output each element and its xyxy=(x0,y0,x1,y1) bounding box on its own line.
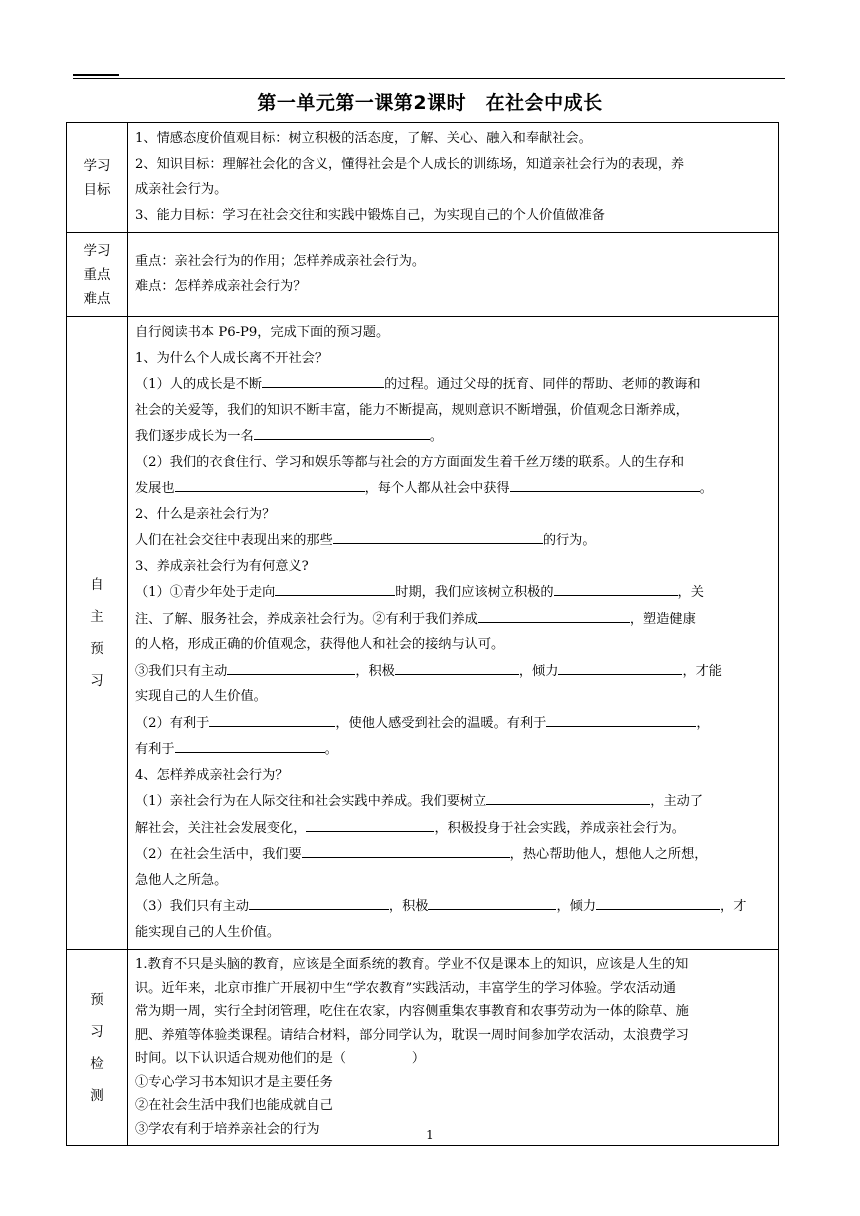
key-points-row xyxy=(67,233,779,317)
fill-blank[interactable] xyxy=(428,893,556,910)
question-1: 1、为什么个人成长离不开社会？ xyxy=(135,350,329,366)
answer-line: （1）亲社会行为在人际交往和社会实践中养成。我们要树立 ，主动了 xyxy=(135,788,772,815)
answer-line: ③我们只有主动 ，积极 ，倾力 ，才能 xyxy=(135,658,772,685)
fill-blank[interactable] xyxy=(510,475,700,492)
question-3: 3、养成亲社会行为有何意义? xyxy=(135,558,309,574)
fill-blank[interactable] xyxy=(275,579,395,596)
objectives-row xyxy=(67,123,779,233)
answer-line: 能实现自己的人生价值。 xyxy=(135,924,281,940)
fill-blank[interactable] xyxy=(249,893,389,910)
answer-line: （1）①青少年处于走向 时期，我们应该树立积极的 ，关 xyxy=(135,579,772,606)
key-points-content xyxy=(128,233,779,317)
option-line: ②在社会生活中我们也能成就自己 xyxy=(135,1098,333,1113)
answer-line: （3）我们只有主动 ，积极 ，倾力 ，才 xyxy=(135,893,772,920)
check-label: 预 习 检 测 xyxy=(67,950,128,1146)
answer-line: 社会的关爱等，我们的知识不断丰富，能力不断提高，规则意识不断增强，价值观念日渐养成， xyxy=(135,402,689,418)
check-row xyxy=(67,950,779,1146)
fill-blank[interactable] xyxy=(302,841,510,858)
lesson-table xyxy=(66,122,779,1146)
answer-line: 注、了解、服务社会，养成亲社会行为。②有利于我们养成 ，塑造健康 xyxy=(135,606,772,633)
fill-blank[interactable] xyxy=(558,658,682,675)
answer-line: （2）我们的衣食住行、学习和娱乐等都与社会的方方面面发生着千丝万缕的联系。人的生存和 xyxy=(135,454,685,470)
key-points-label: 学习 重点 难点 xyxy=(67,233,128,317)
answer-line: （2）在社会生活中，我们要 ，热心帮助他人，想他人之所想， xyxy=(135,841,772,868)
answer-line: 我们逐步成长为一名 。 xyxy=(135,423,772,450)
header-rule-short xyxy=(73,74,119,76)
check-line: 时间。以下认识适合规劝他们的是（ ） xyxy=(135,1051,426,1066)
preview-label: 自 主 预 习 xyxy=(67,317,128,950)
fill-blank[interactable] xyxy=(262,371,384,388)
option-line: ①专心学习书本知识才是主要任务 xyxy=(135,1074,333,1090)
answer-line: （2）有利于 ，使他人感受到社会的温暖。有利于 ， xyxy=(135,710,772,737)
objective-line: 2、知识目标：理解社会化的含义，懂得社会是个人成长的训练场，知道亲社会行为的表现，养 xyxy=(135,156,685,172)
page-number: 1 xyxy=(426,1128,434,1142)
objective-line: 成亲社会行为。 xyxy=(135,182,228,197)
check-line: 肥、养殖等体验类课程。请结合材料，部分同学认为，耽误一周时间参加学农活动，太浪费学习 xyxy=(135,1027,689,1043)
objective-line: 3、能力目标：学习在社会交往和实践中锻炼自己，为实现自己的个人价值做准备 xyxy=(135,207,605,223)
fill-blank[interactable] xyxy=(175,475,365,492)
answer-line: 有利于 。 xyxy=(135,736,772,763)
objective-line: 1、情感态度价值观目标：树立积极的活态度，了解、关心、融入和奉献社会。 xyxy=(135,131,592,146)
objectives-label: 学习 目标 xyxy=(67,123,128,233)
answer-line: 急他人之所急。 xyxy=(135,872,228,888)
fill-blank[interactable] xyxy=(546,710,696,727)
question-2: 2、什么是亲社会行为？ xyxy=(135,506,276,522)
answer-line: 的人格，形成正确的价值观念，获得他人和社会的接纳与认可。 xyxy=(135,637,505,652)
fill-blank[interactable] xyxy=(254,423,430,440)
answer-line: （1）人的成长是不断 的过程。通过父母的抚育、同伴的帮助、老师的教诲和 xyxy=(135,371,772,398)
preview-row xyxy=(67,317,779,950)
answer-line: 实现自己的人生价值。 xyxy=(135,689,267,704)
key-point-line: 重点：亲社会行为的作用；怎样养成亲社会行为。 xyxy=(135,253,426,269)
header-rule xyxy=(73,78,785,79)
check-line: 识。近年来，北京市推广开展初中生“学农教育”实践活动，丰富学生的学习体验。学农活动通 xyxy=(135,980,676,996)
check-line: 常为期一周，实行全封闭管理，吃住在农家，内容侧重集农事教育和农事劳动为一体的除草、施 xyxy=(135,1004,689,1019)
answer-line: 解社会，关注社会发展变化， ，积极投身于社会实践，养成亲社会行为。 xyxy=(135,815,772,842)
question-4: 4、怎样养成亲社会行为？ xyxy=(135,767,289,783)
fill-blank[interactable] xyxy=(175,736,325,753)
preview-content xyxy=(128,317,779,950)
option-line: ③学农有利于培养亲社会的行为 xyxy=(135,1121,320,1137)
answer-line: 人们在社会交往中表现出来的那些 的行为。 xyxy=(135,527,772,554)
fill-blank[interactable] xyxy=(395,658,519,675)
difficult-point-line: 难点：怎样养成亲社会行为？ xyxy=(135,279,307,294)
objectives-content xyxy=(128,123,779,233)
check-line: 1.教育不只是头脑的教育，应该是全面系统的教育。学业不仅是课本上的知识，应该是人生的知 xyxy=(135,957,689,972)
fill-blank[interactable] xyxy=(596,893,720,910)
fill-blank[interactable] xyxy=(306,815,434,832)
check-content xyxy=(128,950,779,1146)
preview-intro: 自行阅读书本 P6-P9，完成下面的预习题。 xyxy=(135,325,390,340)
page-title: 第一单元第一课第2课时 在社会中成长 xyxy=(257,92,603,114)
fill-blank[interactable] xyxy=(478,606,630,623)
fill-blank[interactable] xyxy=(227,658,355,675)
fill-blank[interactable] xyxy=(333,527,543,544)
fill-blank[interactable] xyxy=(554,579,678,596)
fill-blank[interactable] xyxy=(209,710,335,727)
answer-line: 发展也 ，每个人都从社会中获得 。 xyxy=(135,475,772,502)
fill-blank[interactable] xyxy=(486,788,650,805)
